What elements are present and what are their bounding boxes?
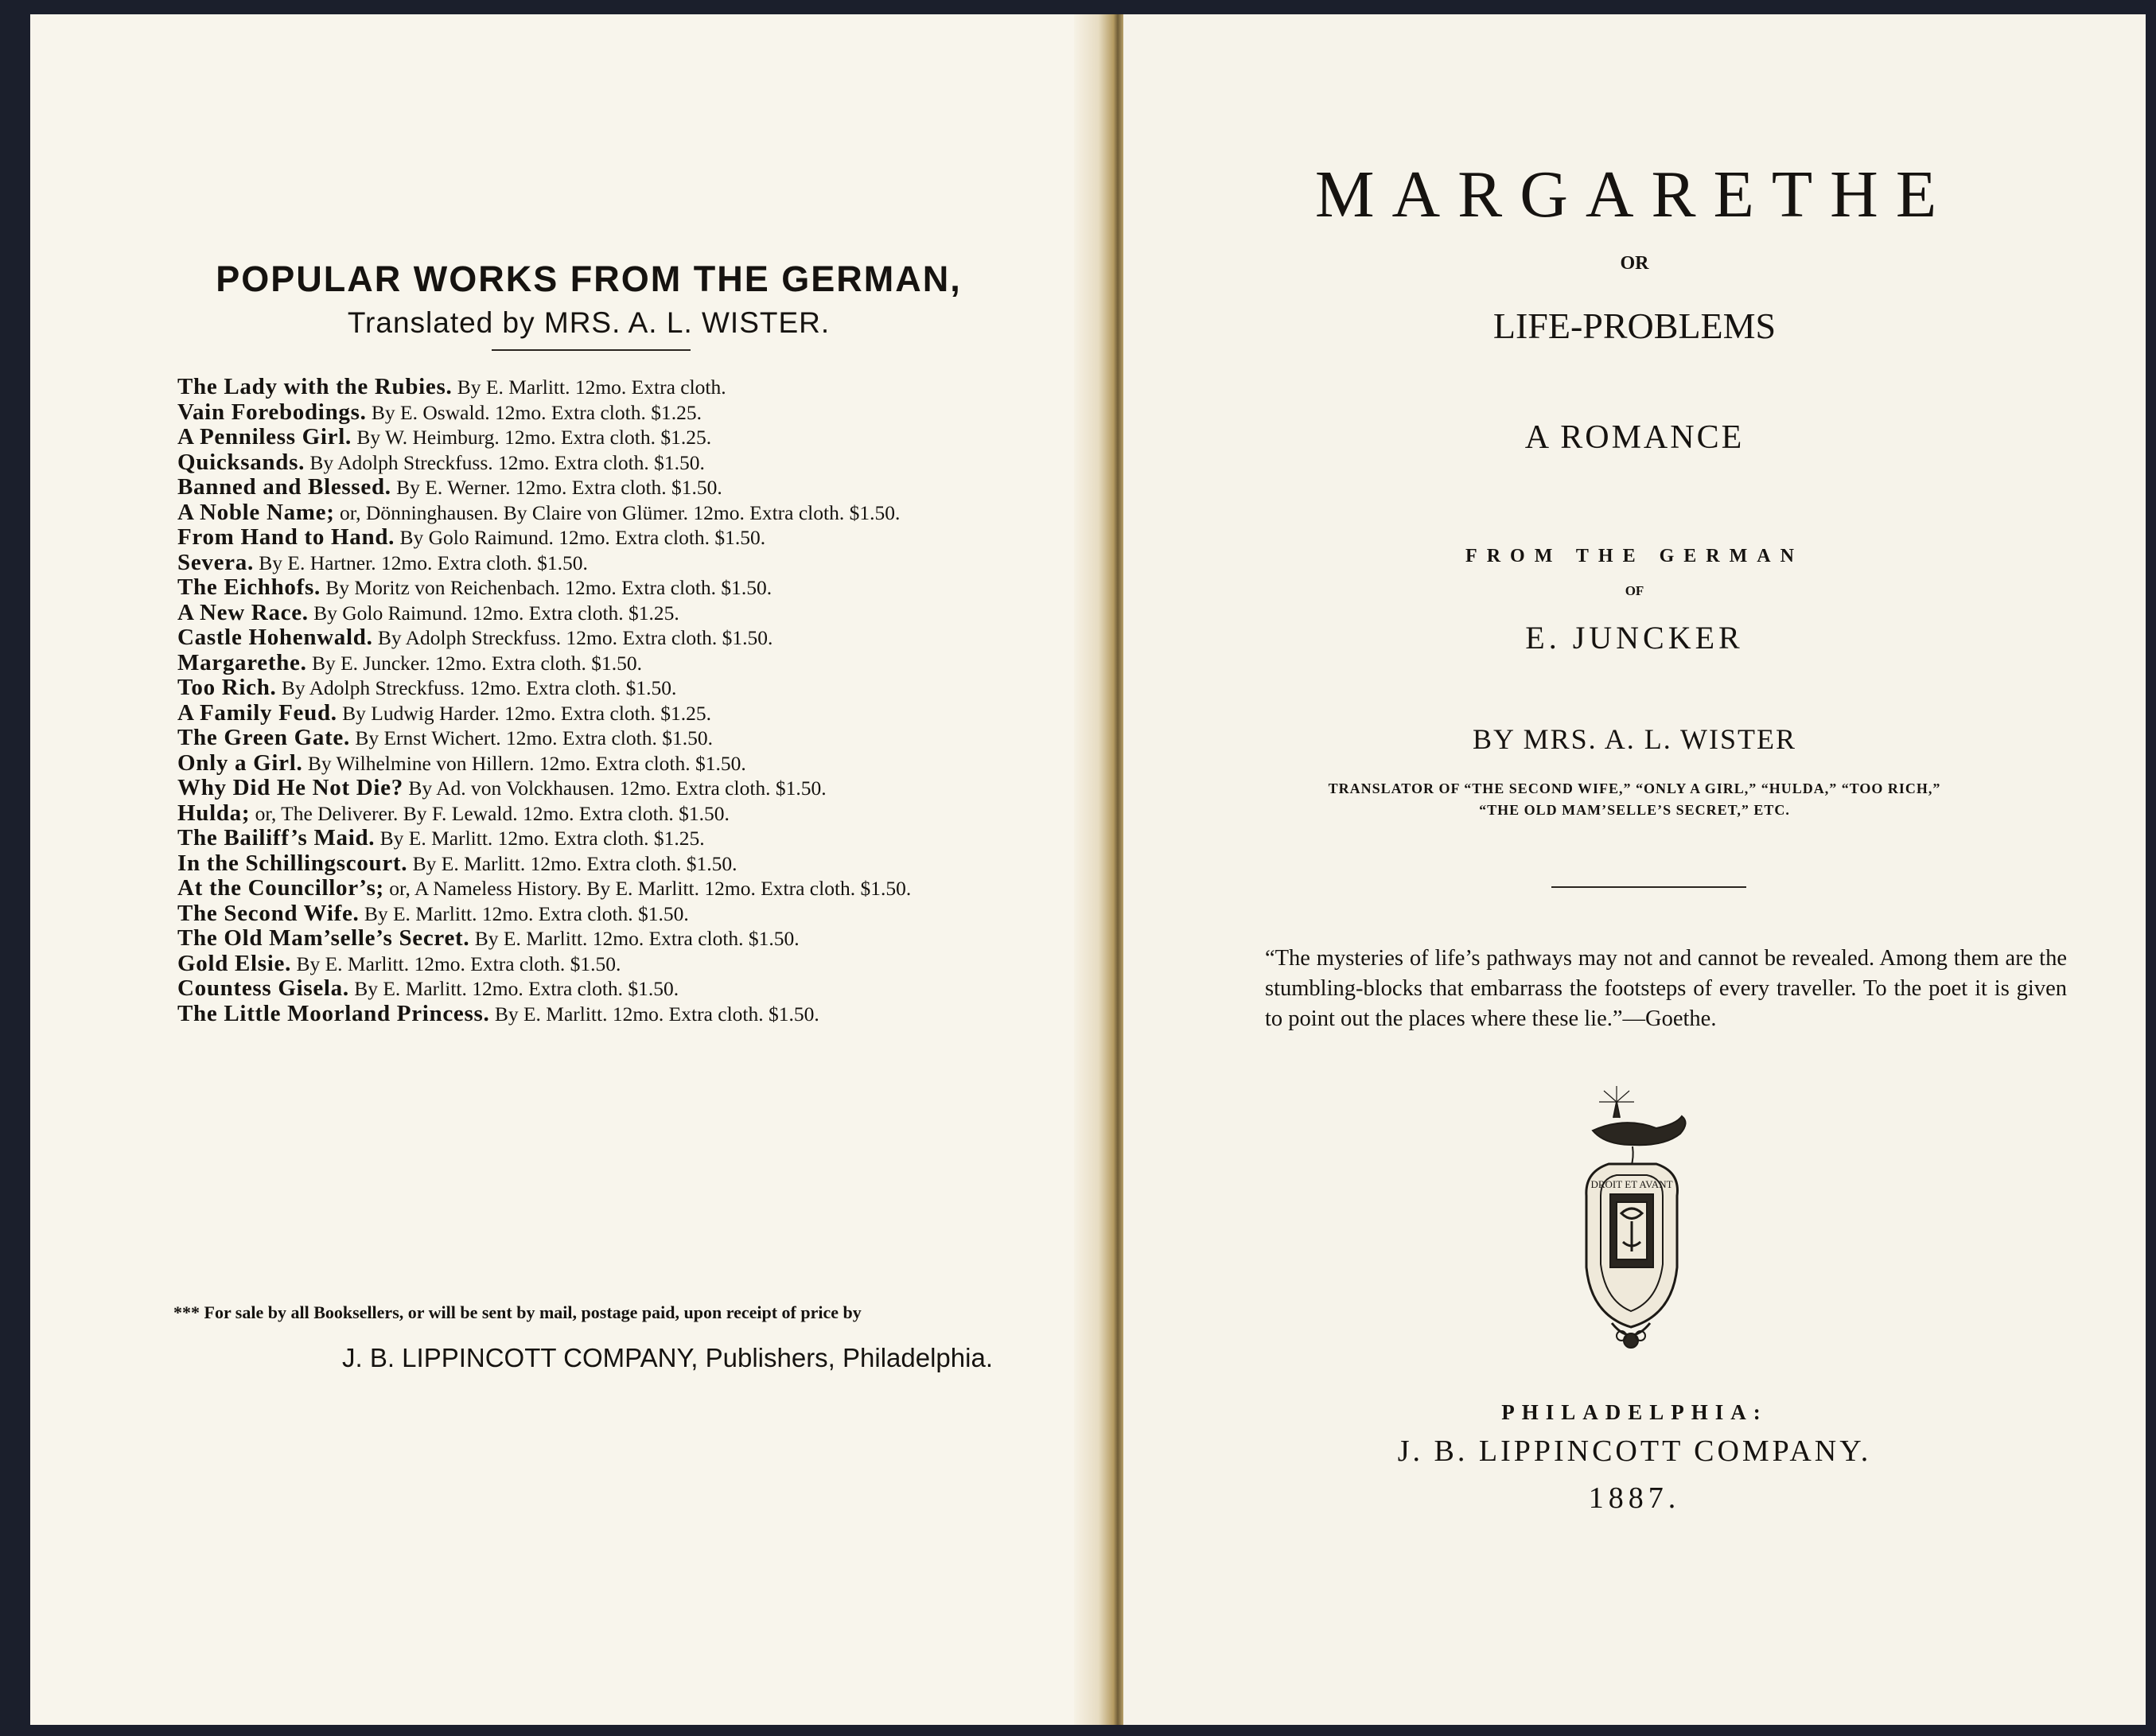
- book-entry-details: By W. Heimburg. 12mo. Extra cloth. $1.25.: [351, 426, 712, 449]
- book-entry: [177, 826, 997, 851]
- book-entry: [177, 701, 997, 726]
- book-entry-details: or, Dönninghausen. By Claire von Glümer. 12mo. Extra cloth. $1.50.: [334, 500, 901, 524]
- book-entry-details: By E. Marlitt. 12mo. Extra cloth. $1.50.: [469, 927, 800, 950]
- genre-label: A ROMANCE: [1524, 419, 1745, 456]
- publisher-emblem-icon: [1537, 1084, 1720, 1363]
- book-entry-title: The Green Gate.: [177, 725, 350, 750]
- book-entry-title: Hulda;: [177, 800, 251, 826]
- book-entry: [177, 575, 997, 601]
- book-entry-title: A New Race.: [177, 599, 309, 625]
- ad-heading: POPULAR WORKS FROM THE GERMAN,: [216, 259, 962, 299]
- book-entry-details: By E. Marlitt. 12mo. Extra cloth. $1.50.: [348, 977, 679, 1000]
- book-entry: [177, 475, 997, 500]
- book-entry-title: In the Schillingscourt.: [177, 850, 408, 876]
- book-entry: [177, 375, 997, 400]
- book-entry-details: By Adolph Streckfuss. 12mo. Extra cloth. $1.50.: [305, 450, 705, 474]
- book-entry: [177, 952, 997, 977]
- book-entry-title: A Family Feud.: [177, 699, 337, 726]
- book-entry: [177, 926, 997, 952]
- book-entry-title: The Old Mam’selle’s Secret.: [177, 925, 470, 951]
- book-title: MARGARETHE: [1314, 158, 1955, 232]
- translator-credits-line2: “THE OLD MAM’SELLE’S SECRET,” ETC.: [1479, 802, 1790, 818]
- book-entry-title: The Little Moorland Princess.: [177, 1000, 490, 1026]
- book-entry-title: From Hand to Hand.: [177, 524, 395, 550]
- book-entry-title: Banned and Blessed.: [177, 474, 391, 500]
- book-entry: [177, 601, 997, 626]
- publisher-city: PHILADELPHIA:: [1501, 1400, 1768, 1424]
- book-list: [177, 375, 997, 1026]
- book-entry-details: By Wilhelmine von Hillern. 12mo. Extra cloth. $1.50.: [302, 751, 746, 775]
- publisher-company: J. B. LIPPINCOTT COMPANY.: [1397, 1434, 1872, 1468]
- or-label: OR: [1620, 253, 1649, 274]
- book-entry-details: By Ludwig Harder. 12mo. Extra cloth. $1.25.: [337, 701, 711, 725]
- book-entry-details: or, The Deliverer. By F. Lewald. 12mo. Extra cloth. $1.50.: [250, 801, 730, 825]
- sale-note: *** For sale by all Booksellers, or will be sent by mail, postage paid, upon receipt of price by: [173, 1302, 862, 1322]
- book-entry-details: By E. Marlitt. 12mo. Extra cloth. $1.50.: [359, 901, 689, 925]
- book-entry: [177, 726, 997, 751]
- book-entry-details: By E. Werner. 12mo. Extra cloth. $1.50.: [391, 476, 722, 499]
- book-entry-details: By Ad. von Volckhausen. 12mo. Extra cloth. $1.50.: [403, 777, 827, 800]
- book-entry-title: Gold Elsie.: [177, 950, 292, 976]
- translator-credits-line1: TRANSLATOR OF “THE SECOND WIFE,” “ONLY A GIRL,” “HULDA,” “TOO RICH,”: [1328, 780, 1941, 796]
- book-entry-details: By E. Oswald. 12mo. Extra cloth. $1.25.: [366, 400, 702, 424]
- book-entry-details: By Golo Raimund. 12mo. Extra cloth. $1.50.: [395, 526, 766, 549]
- emblem-motto: DROIT ET AVANT: [1590, 1178, 1673, 1190]
- book-entry-details: By E. Marlitt. 12mo. Extra cloth. $1.25.: [375, 827, 705, 850]
- book-entry: [177, 776, 997, 801]
- book-entry: [177, 801, 997, 827]
- book-entry-details: By Adolph Streckfuss. 12mo. Extra cloth. $1.50.: [276, 676, 677, 699]
- book-entry: [177, 751, 997, 777]
- book-entry: [177, 1002, 997, 1027]
- book-entry-title: Countess Gisela.: [177, 975, 349, 1001]
- book-entry-title: The Second Wife.: [177, 900, 360, 926]
- book-entry: [177, 851, 997, 877]
- publisher-line: J. B. LIPPINCOTT COMPANY, Publishers, Philadelphia.: [342, 1343, 993, 1372]
- book-entry-title: Severa.: [177, 549, 254, 575]
- book-entry-title: Quicksands.: [177, 449, 305, 475]
- book-entry: [177, 400, 997, 426]
- book-entry-title: Castle Hohenwald.: [177, 625, 373, 650]
- book-entry-title: A Noble Name;: [177, 499, 335, 525]
- book-entry-details: By Ernst Wichert. 12mo. Extra cloth. $1.50.: [349, 726, 713, 749]
- book-entry: [177, 651, 997, 676]
- book-entry: [177, 876, 997, 901]
- book-entry-details: By Moritz von Reichenbach. 12mo. Extra cloth. $1.50.: [320, 576, 773, 599]
- book-entry-title: The Lady with the Rubies.: [177, 374, 453, 399]
- publication-year: 1887.: [1588, 1481, 1681, 1515]
- book-entry: [177, 425, 997, 450]
- book-entry-details: By E. Marlitt. 12mo. Extra cloth. $1.50.: [489, 1002, 819, 1026]
- book-entry-title: Margarethe.: [177, 649, 307, 675]
- book-entry-details: By Adolph Streckfuss. 12mo. Extra cloth. $1.50.: [372, 626, 773, 649]
- book-entry-title: Why Did He Not Die?: [177, 775, 403, 800]
- book-entry-title: Too Rich.: [177, 675, 277, 700]
- book-entry: [177, 675, 997, 701]
- book-entry: [177, 450, 997, 476]
- book-entry-title: A Penniless Girl.: [177, 424, 352, 450]
- translator-name: BY MRS. A. L. WISTER: [1472, 723, 1797, 755]
- book-entry: [177, 901, 997, 927]
- book-entry-title: The Bailiff’s Maid.: [177, 825, 376, 850]
- book-entry-details: By E. Marlitt. 12mo. Extra cloth.: [452, 376, 726, 399]
- book-entry: [177, 625, 997, 651]
- book-entry-details: or, A Nameless History. By E. Marlitt. 12mo. Extra cloth. $1.50.: [383, 877, 912, 900]
- book-entry: [177, 976, 997, 1002]
- book-entry: [177, 525, 997, 551]
- left-page: [30, 14, 1120, 1725]
- divider: [1551, 886, 1746, 888]
- book-entry-title: Vain Forebodings.: [177, 399, 367, 425]
- book-entry-details: By Golo Raimund. 12mo. Extra cloth. $1.25.: [308, 601, 679, 625]
- book-entry: [177, 500, 997, 526]
- book-entry: [177, 551, 997, 576]
- ad-subheading: Translated by MRS. A. L. WISTER.: [347, 306, 831, 339]
- book-entry-details: By E. Hartner. 12mo. Extra cloth. $1.50.: [253, 551, 588, 574]
- book-entry-details: By E. Juncker. 12mo. Extra cloth. $1.50.: [306, 651, 642, 675]
- from-label: FROM THE GERMAN: [1465, 546, 1804, 566]
- of-label: OF: [1625, 583, 1644, 598]
- book-entry-title: The Eichhofs.: [177, 574, 321, 600]
- author-name: E. JUNCKER: [1525, 620, 1744, 656]
- epigraph-quote: “The mysteries of life’s pathways may not and cannot be revealed. Among them are the stumbling-blocks that embarrass the footsteps of every traveller. To the poet it is given to point out the places where these lie.”—Goethe.: [1265, 946, 2067, 1031]
- book-entry-details: By E. Marlitt. 12mo. Extra cloth. $1.50.: [291, 952, 621, 975]
- book-entry-title: Only a Girl.: [177, 749, 303, 776]
- book-subtitle: LIFE-PROBLEMS: [1492, 306, 1777, 346]
- book-entry-details: By E. Marlitt. 12mo. Extra cloth. $1.50.: [407, 851, 737, 875]
- divider: [492, 349, 691, 351]
- right-page: [1123, 14, 2146, 1725]
- book-entry-title: At the Councillor’s;: [177, 875, 384, 901]
